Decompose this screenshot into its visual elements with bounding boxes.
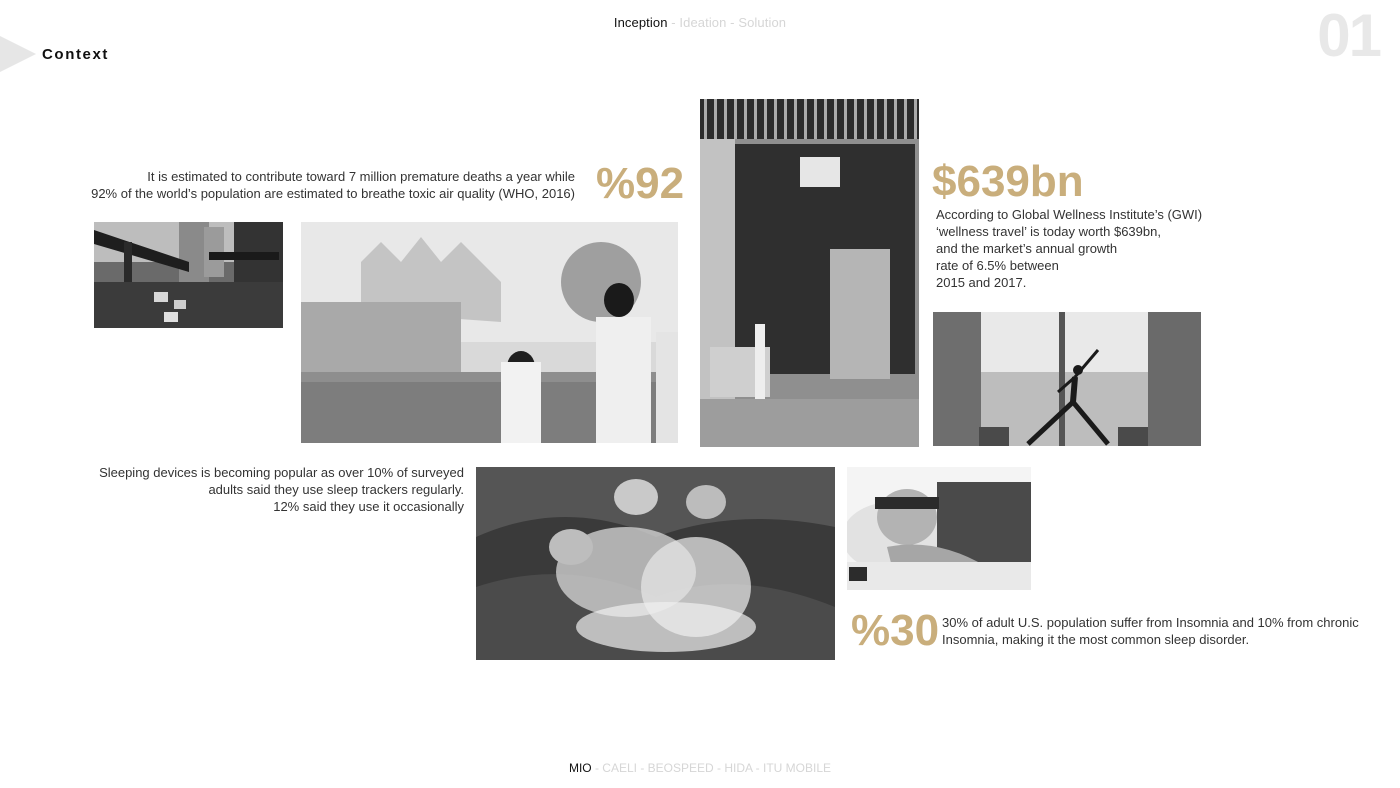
- nav-inception[interactable]: Inception: [613, 15, 668, 30]
- wellness-stat: $639bn: [932, 157, 1084, 206]
- wellness-line: 2015 and 2017.: [936, 275, 1027, 290]
- sleep-devices-text: [40, 464, 464, 515]
- insomnia-text: [942, 614, 1382, 648]
- restless-sleep-photo: [476, 467, 835, 660]
- project-mio[interactable]: MIO: [568, 761, 592, 775]
- air-quality-line: 92% of the world’s population are estimated to breathe toxic air quality (WHO, 2016): [91, 186, 575, 201]
- insomnia-stat: %30: [851, 606, 940, 655]
- sleep-headband-photo: [847, 467, 1031, 590]
- section-title: Context: [42, 46, 110, 63]
- wellness-line: According to Global Wellness Institute’s (GWI): [936, 207, 1203, 222]
- air-quality-line: It is estimated to contribute toward 7 million premature deaths a year while: [147, 169, 575, 184]
- nav-solution[interactable]: Solution: [738, 15, 787, 30]
- city-traffic-photo: [94, 222, 283, 328]
- wellness-line: rate of 6.5% between: [936, 258, 1059, 273]
- insomnia-line: 30% of adult U.S. population suffer from Insomnia and 10% from chronic: [942, 615, 1359, 630]
- wellness-text: [936, 206, 1236, 291]
- nav-separator: -: [667, 15, 680, 30]
- nav-separator: -: [726, 15, 739, 30]
- progress-nav: [0, 15, 1400, 30]
- project-nav: [0, 761, 1400, 775]
- wellness-line: ‘wellness travel’ is today worth $639bn,: [936, 224, 1161, 239]
- sleep-line: 12% said they use it occasionally: [273, 499, 464, 514]
- project-others[interactable]: - CAELI - BEOSPEED - HIDA - ITU MOBILE: [591, 761, 832, 775]
- yoga-window-photo: [933, 312, 1201, 446]
- air-quality-stat: %92: [596, 159, 685, 208]
- nav-ideation[interactable]: Ideation: [679, 15, 727, 30]
- page-number: 01: [1317, 2, 1380, 69]
- section-arrow-icon: [0, 36, 36, 72]
- air-quality-text: [60, 168, 575, 202]
- sleep-line: Sleeping devices is becoming popular as over 10% of surveyed: [99, 465, 464, 480]
- green-wall-lobby-photo: [700, 99, 919, 447]
- smog-street-photo: [301, 222, 678, 443]
- sleep-line: adults said they use sleep trackers regularly.: [208, 482, 464, 497]
- insomnia-line: Insomnia, making it the most common sleep disorder.: [942, 632, 1250, 647]
- wellness-line: and the market’s annual growth: [936, 241, 1118, 256]
